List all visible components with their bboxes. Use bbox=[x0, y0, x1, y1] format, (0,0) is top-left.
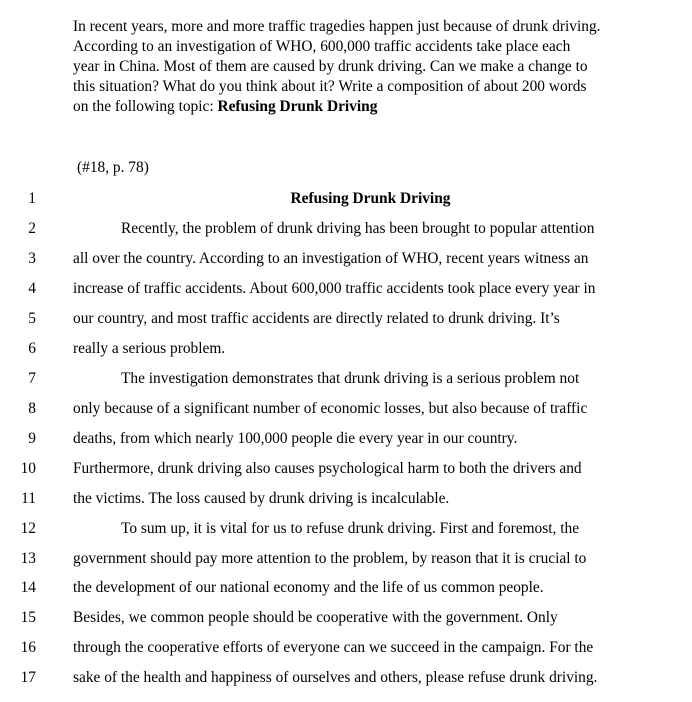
prompt-line: year in China. Most of them are caused by drunk driving. Can we make a change to bbox=[73, 58, 588, 75]
line-number: 5 bbox=[28, 310, 36, 327]
essay-title: Refusing Drunk Driving bbox=[290, 190, 451, 207]
line-number: 6 bbox=[28, 340, 36, 357]
line-text: To sum up, it is vital for us to refuse drunk driving. First and foremost, the bbox=[121, 520, 580, 537]
line-number: 16 bbox=[20, 639, 36, 656]
prompt-topic: Refusing Drunk Driving bbox=[217, 98, 378, 115]
line-text: sake of the health and happiness of ourselves and others, please refuse drunk driving. bbox=[73, 669, 598, 686]
line-number: 4 bbox=[28, 280, 36, 297]
line-text: deaths, from which nearly 100,000 people die every year in our country. bbox=[73, 430, 518, 447]
prompt-line: According to an investigation of WHO, 600,000 traffic accidents take place each bbox=[73, 38, 571, 55]
essay-line bbox=[0, 549, 692, 579]
line-number: 3 bbox=[28, 250, 36, 267]
line-text: increase of traffic accidents. About 600,000 traffic accidents took place every year in bbox=[73, 280, 596, 297]
line-text: all over the country. According to an investigation of WHO, recent years witness an bbox=[73, 250, 589, 267]
line-text: only because of a significant number of economic losses, but also because of traffic bbox=[73, 400, 588, 417]
essay-line bbox=[0, 608, 692, 638]
essay-line bbox=[0, 249, 692, 279]
line-text: The investigation demonstrates that drunk driving is a serious problem not bbox=[121, 370, 580, 387]
line-number: 2 bbox=[28, 220, 36, 237]
essay-line bbox=[0, 339, 692, 369]
prompt-line-prefix: on the following topic: bbox=[73, 98, 218, 115]
essay-line bbox=[0, 638, 692, 668]
essay-line bbox=[0, 429, 692, 459]
line-text: the victims. The loss caused by drunk driving is incalculable. bbox=[73, 490, 450, 507]
line-text: the development of our national economy and the life of us common people. bbox=[73, 579, 544, 596]
essay-line bbox=[0, 279, 692, 309]
line-number: 7 bbox=[28, 370, 36, 387]
line-number: 15 bbox=[20, 609, 36, 626]
assignment-prompt bbox=[73, 17, 673, 117]
line-text: through the cooperative efforts of everyone can we succeed in the campaign. For the bbox=[73, 639, 594, 656]
line-number: 10 bbox=[20, 460, 36, 477]
essay-line bbox=[0, 309, 692, 339]
line-text: government should pay more attention to the problem, by reason that it is crucial to bbox=[73, 550, 587, 567]
line-number: 13 bbox=[20, 550, 36, 567]
essay-line bbox=[0, 519, 692, 549]
line-number: 9 bbox=[28, 430, 36, 447]
essay-line bbox=[0, 578, 692, 608]
line-number: 14 bbox=[20, 579, 36, 596]
line-number: 17 bbox=[20, 669, 36, 686]
line-text: our country, and most traffic accidents are directly related to drunk driving. It’s bbox=[73, 310, 560, 327]
essay-line bbox=[0, 219, 692, 249]
line-number: 12 bbox=[20, 520, 36, 537]
essay-line bbox=[0, 369, 692, 399]
essay-line bbox=[0, 189, 692, 219]
essay-line bbox=[0, 668, 692, 698]
prompt-line: In recent years, more and more traffic tragedies happen just because of drunk driving. bbox=[73, 18, 601, 35]
line-text: Recently, the problem of drunk driving has been brought to popular attention bbox=[121, 220, 595, 237]
essay-line bbox=[0, 459, 692, 489]
line-text: Furthermore, drunk driving also causes psychological harm to both the drivers and bbox=[73, 460, 582, 477]
essay-line bbox=[0, 399, 692, 429]
essay-line bbox=[0, 489, 692, 519]
line-text: really a serious problem. bbox=[73, 340, 226, 357]
source-reference: (#18, p. 78) bbox=[77, 159, 149, 176]
prompt-line: this situation? What do you think about it? Write a composition of about 200 words bbox=[73, 78, 587, 95]
line-number: 8 bbox=[28, 400, 36, 417]
line-number: 1 bbox=[28, 190, 36, 207]
line-text: Besides, we common people should be cooperative with the government. Only bbox=[73, 609, 558, 626]
line-number: 11 bbox=[21, 490, 36, 507]
